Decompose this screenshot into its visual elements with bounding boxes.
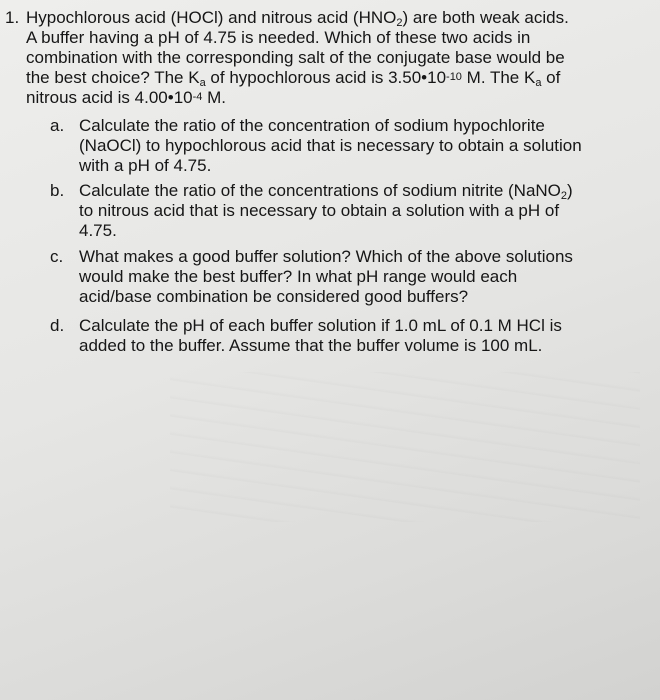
part-d-text (79, 316, 659, 356)
part-a-letter: a. (50, 116, 65, 135)
stem-line-1: Hypochlorous acid (HOCl) and nitrous acid $(HNO_2)$ are both weak acids. (26, 8, 569, 29)
part-a-text (79, 116, 659, 176)
part-c-line-1: What makes a good buffer solution? Which of the above solutions (79, 247, 573, 266)
part-b-line-2: to nitrous acid that is necessary to obtain a solution with a pH of (79, 201, 560, 220)
question-number: 1. (5, 8, 20, 27)
part-a-line-1: Calculate the ratio of the concentration of sodium hypochlorite (79, 116, 545, 135)
part-c-text (79, 247, 659, 307)
part-c-line-2: would make the best buffer? In what pH range would each (79, 267, 518, 286)
part-d-line-2: added to the buffer. Assume that the buffer volume is 100 mL. (79, 336, 543, 355)
part-d-letter: d. (50, 316, 65, 335)
part-b-line-1: Calculate the ratio of the concentrations of sodium nitrite (NaNO$_2$) (79, 181, 573, 202)
stem-line-4: the best choice? The $K_a$ of hypochlorous acid is $3.50•10^{-10}$ M. The $K_a$ of (26, 68, 561, 89)
part-b-line-3: 4.75. (79, 221, 117, 240)
stem-line-5: nitrous acid is $4.00•10^{-4}$ M. (26, 88, 226, 107)
part-c-letter: c. (50, 247, 64, 266)
part-b-letter: b. (50, 181, 65, 200)
part-d-line-1: Calculate the pH of each buffer solution if 1.0 mL of 0.1 M HCl is (79, 316, 562, 335)
stem-line-2: A buffer having a pH of 4.75 is needed. Which of these two acids in (26, 28, 531, 47)
part-b-text (79, 181, 659, 241)
stem-line-3: combination with the corresponding salt of the conjugate base would be (26, 48, 565, 67)
part-a-line-3: with a pH of 4.75. (79, 156, 212, 175)
bleed-through-texture (170, 372, 640, 522)
part-a-line-2: (NaOCl) to hypochlorous acid that is necessary to obtain a solution (79, 136, 582, 155)
question-stem (26, 8, 656, 108)
part-c-line-3: acid/base combination be considered good buffers? (79, 287, 469, 306)
